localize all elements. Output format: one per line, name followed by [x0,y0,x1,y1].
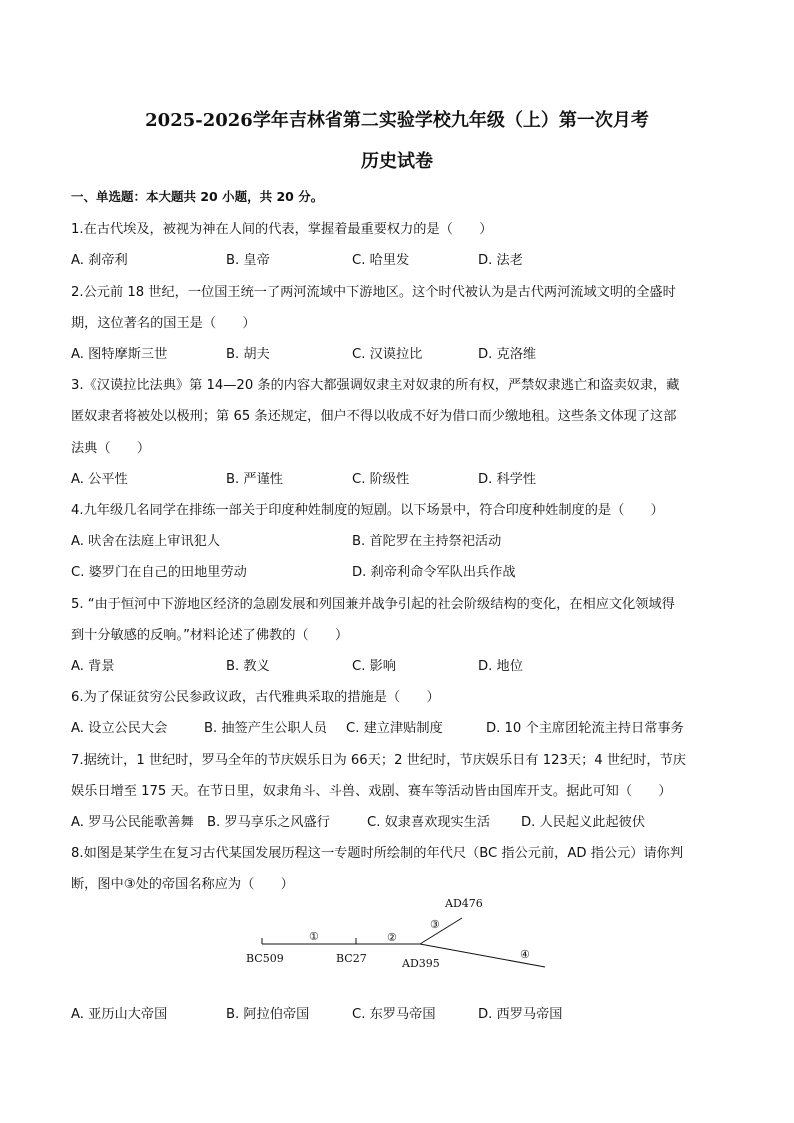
question-5-text-1: 5. “由于恒河中下游地区经济的急剧发展和列国兼并战争引起的社会阶级结构的变化，在相应文化领域得 [71,597,675,612]
q6-option-a: A. 设立公民大会 [71,721,168,736]
question-8-text-1: 8.如图是某学生在复习古代某国发展历程这一专题时所绘制的年代尺（BC 指公元前，AD 指公元）请你判 [71,846,684,861]
q6-option-b: B. 抽签产生公职人员 [204,721,327,736]
exam-subject: 历史试卷 [361,151,433,172]
q1-option-b: B. 皇帝 [226,253,270,268]
q8-option-c: C. 东罗马帝国 [352,1007,436,1022]
question-1-text: 1.在古代埃及，被视为神在人间的代表，掌握着最重要权力的是（ ） [71,222,493,237]
q8-option-b: B. 阿拉伯帝国 [226,1007,310,1022]
label-bc27: BC27 [336,952,367,965]
q3-option-d: D. 科学性 [478,472,537,487]
q3-option-c: C. 阶级性 [352,472,410,487]
question-7-text-2: 娱乐日增至 175 天。在节日里，奴隶角斗、斗兽、戏剧、赛车等活动皆由国库开支。据此可知（ ） [71,784,672,799]
q7-option-c: C. 奴隶喜欢现实生活 [367,815,491,830]
q3-option-b: B. 严谨性 [226,472,283,487]
question-6-text: 6.为了保证贫穷公民参政议政，古代雅典采取的措施是（ ） [71,690,440,705]
question-8-text-2: 断，图中③处的帝国名称应为（ ） [71,877,294,892]
question-4-text: 4.九年级几名同学在排练一部关于印度种姓制度的短剧。以下场景中，符合印度种姓制度的是（ ） [71,503,664,518]
q4-option-b: B. 首陀罗在主持祭祀活动 [352,534,502,549]
section-header: 一、单选题：本大题共 20 小题，共 20 分。 [71,189,324,204]
q1-option-a: A. 刹帝利 [71,253,128,268]
q2-option-d: D. 克洛维 [478,347,537,362]
q4-option-c: C. 婆罗门在自己的田地里劳动 [71,565,247,580]
q5-option-c: C. 影响 [352,659,396,674]
question-2-text-2: 期，这位著名的国王是（ ） [71,316,256,331]
q7-option-d: D. 人民起义此起彼伏 [521,815,646,830]
q5-option-d: D. 地位 [478,659,523,674]
q8-option-a: A. 亚历山大帝国 [71,1007,168,1022]
q4-option-a: A. 吠舍在法庭上审讯犯人 [71,534,221,549]
exam-title: 2025-2026学年吉林省第二实验学校九年级（上）第一次月考 [145,110,649,131]
question-5-text-2: 到十分敏感的反响。”材料论述了佛教的（ ） [71,628,349,643]
q1-option-c: C. 哈里发 [352,253,410,268]
label-bc509: BC509 [246,952,284,965]
question-3-text-2: 匿奴隶者将被处以极刑；第 65 条还规定，佃户不得以收成不好为借口而少缴地租。这些条文体现了这部 [71,409,677,424]
q5-option-b: B. 教义 [226,659,270,674]
question-2-text-1: 2.公元前 18 世纪，一位国王统一了两河流域中下游地区。这个时代被认为是古代两河流域文明的全盛时 [71,285,676,300]
q3-option-a: A. 公平性 [71,472,128,487]
marker-1: ① [309,930,319,943]
question-3-text-1: 3.《汉谟拉比法典》第 14—20 条的内容大都强调奴隶主对奴隶的所有权，严禁奴隶逃亡和盗卖奴隶，藏 [71,378,680,393]
marker-4: ④ [520,948,530,961]
q8-option-d: D. 西罗马帝国 [478,1007,563,1022]
label-ad395: AD395 [402,957,440,970]
q6-option-c: C. 建立津贴制度 [346,721,443,736]
q6-option-d: D. 10 个主席团轮流主持日常事务 [486,721,684,736]
label-ad476: AD476 [445,897,483,910]
q5-option-a: A. 背景 [71,659,115,674]
q7-option-a: A. 罗马公民能歌善舞 [71,815,194,830]
q2-option-c: C. 汉谟拉比 [352,347,423,362]
marker-3: ③ [430,918,440,931]
question-7-text-1: 7.据统计，1 世纪时，罗马全年的节庆娱乐日为 66天；2 世纪时，节庆娱乐日有 123天；4 世纪时，节庆 [71,753,686,768]
marker-2: ② [387,931,397,944]
q4-option-d: D. 刹帝利命令军队出兵作战 [352,565,516,580]
question-3-text-3: 法典（ ） [71,441,151,456]
q2-option-b: B. 胡夫 [226,347,270,362]
timeline-diagram [240,890,560,970]
q1-option-d: D. 法老 [478,253,523,268]
timeline-branch-upper [420,918,462,944]
q2-option-a: A. 图特摩斯三世 [71,347,168,362]
q7-option-b: B. 罗马享乐之风盛行 [207,815,330,830]
